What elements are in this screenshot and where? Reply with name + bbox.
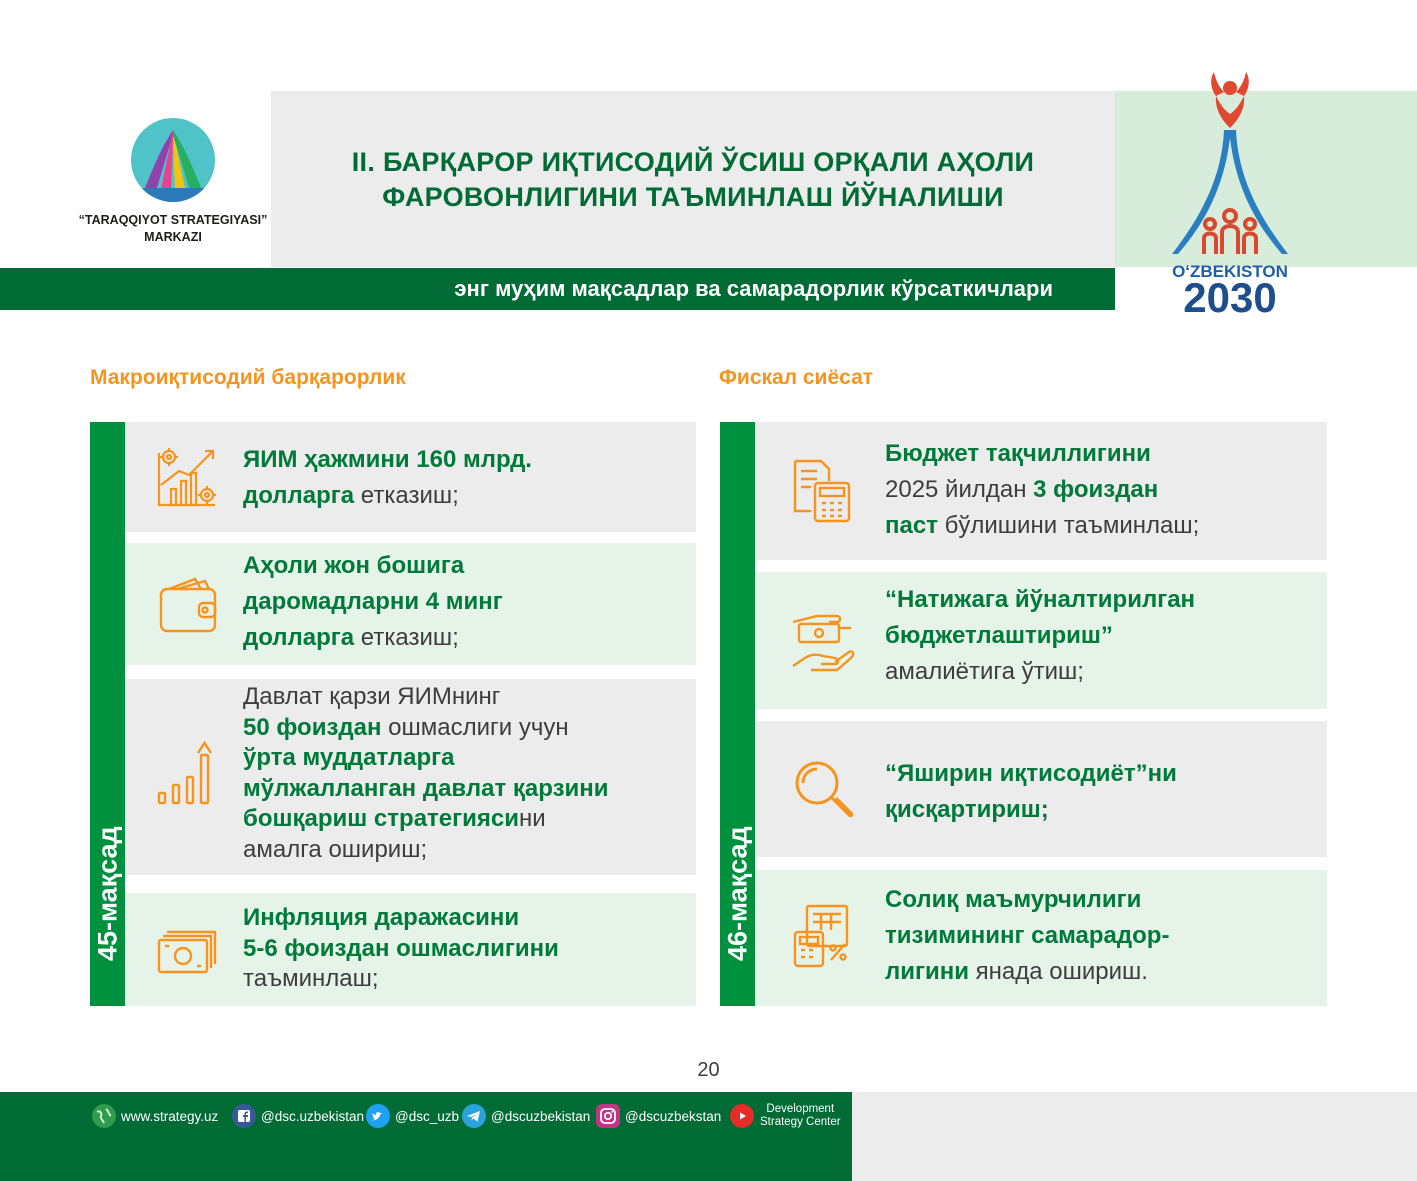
page-number: 20 bbox=[697, 1059, 720, 1081]
wallet-icon bbox=[155, 573, 219, 637]
goal-46-card-4 bbox=[755, 870, 1327, 1006]
footer-gray-panel bbox=[852, 1092, 1417, 1181]
bar-chart-arrow-icon bbox=[155, 741, 219, 805]
page-title-line1: II. БАРҚАРОР ИҚТИСОДИЙ ЎСИШ ОРҚАЛИ АҲОЛИ bbox=[351, 147, 1035, 177]
goal-45-bar bbox=[90, 422, 125, 1006]
goal-46-card-2-text: “Натижага йўналтирилган бюджетлаштириш” амалиётига ўтиш; bbox=[885, 586, 1196, 685]
goal-45-card-3-text: Давлат қарзи ЯИМнинг 50 фоиздан ошмаслиги учун ўрта муддатларга мўлжалланган давлат қарзини бошқариш стратегиясини амалга ошириш; bbox=[243, 683, 609, 863]
goal-46-card-2 bbox=[755, 572, 1327, 709]
footer-link-youtube[interactable] bbox=[730, 1103, 759, 1129]
calculator-document-icon bbox=[791, 459, 855, 523]
goal-46-card-3 bbox=[755, 721, 1327, 857]
globe-icon bbox=[92, 1104, 116, 1128]
twitter-icon bbox=[366, 1104, 390, 1128]
goal-45-card-4 bbox=[125, 893, 696, 1006]
footer-link-website[interactable]: www.strategy.uz bbox=[92, 1103, 218, 1129]
goal-45-card-1 bbox=[125, 422, 696, 532]
page-title-line2: ФАРОВОНЛИГИНИ ТАЪМИНЛАШ ЙЎНАЛИШИ bbox=[382, 182, 1004, 212]
title-box bbox=[271, 91, 1115, 267]
goal-46-card-1 bbox=[755, 422, 1327, 560]
goal-45-label: 45-мақсад bbox=[92, 826, 122, 961]
page-subtitle: энг муҳим мақсадлар ва самарадорлик кўрсаткичлари bbox=[454, 276, 1053, 301]
footer-link-twitter[interactable]: @dsc_uzb bbox=[366, 1103, 459, 1129]
org-name-line2: MARKAZI bbox=[144, 230, 202, 244]
goal-45-card-3 bbox=[125, 679, 696, 875]
hand-money-icon bbox=[791, 608, 855, 672]
goal-46-bar bbox=[720, 422, 755, 1006]
uzbekistan-2030-logo bbox=[1160, 68, 1300, 318]
dsc-logo bbox=[78, 118, 268, 246]
section-title-fiscal: Фискал сиёсат bbox=[719, 366, 874, 389]
cash-stack-icon bbox=[155, 918, 219, 982]
dsc-footer-name: Development Strategy Center bbox=[760, 1103, 841, 1128]
footer-link-telegram[interactable]: @dscuzbekistan bbox=[462, 1103, 590, 1129]
magnifier-icon bbox=[791, 757, 855, 821]
goal-45-card-4-text: Инфляция даражасини 5-6 фоиздан ошмаслигини таъминлаш; bbox=[243, 904, 559, 992]
goal-46-label: 46-мақсад bbox=[722, 826, 752, 961]
goal-45-card-2 bbox=[125, 543, 696, 665]
footer-link-facebook[interactable]: @dsc.uzbekistan bbox=[232, 1103, 364, 1129]
org-name-line1: “TARAQQIYOT STRATEGIYASI” bbox=[78, 213, 268, 227]
footer-bar bbox=[0, 1092, 852, 1181]
goal-46-card-3-text: “Яширин иқтисодиёт”ни қисқартириш; bbox=[885, 760, 1177, 823]
telegram-icon bbox=[462, 1104, 486, 1128]
section-title-macro: Макроиқтисодий барқарорлик bbox=[90, 366, 406, 389]
dsc-emblem-icon bbox=[131, 118, 215, 202]
logo-word: OʻZBEKISTON bbox=[1172, 262, 1288, 281]
growth-chart-gears-icon bbox=[155, 445, 219, 509]
facebook-icon bbox=[232, 1104, 256, 1128]
youtube-icon bbox=[730, 1104, 754, 1128]
footer-link-instagram[interactable]: @dscuzbekstan bbox=[596, 1103, 721, 1129]
goal-45-card-1-text: ЯИМ ҳажмини 160 млрд. долларга етказиш; bbox=[243, 446, 532, 509]
page-title bbox=[271, 145, 1115, 215]
goal-46-card-1-text: Бюджет тақчиллигини 2025 йилдан 3 фоиздан паст бўлишини таъминлаш; bbox=[885, 440, 1200, 539]
tax-calculator-icon bbox=[791, 904, 855, 968]
subtitle-bar bbox=[0, 268, 1115, 310]
instagram-icon bbox=[596, 1104, 620, 1128]
goal-46-card-4-text: Солиқ маъмурчилиги тизимининг самарадор- лигини янада ошириш. bbox=[885, 886, 1170, 985]
logo-year: 2030 bbox=[1183, 274, 1277, 318]
goal-45-card-2-text: Аҳоли жон бошига даромадларни 4 минг долларга етказиш; bbox=[243, 552, 503, 651]
